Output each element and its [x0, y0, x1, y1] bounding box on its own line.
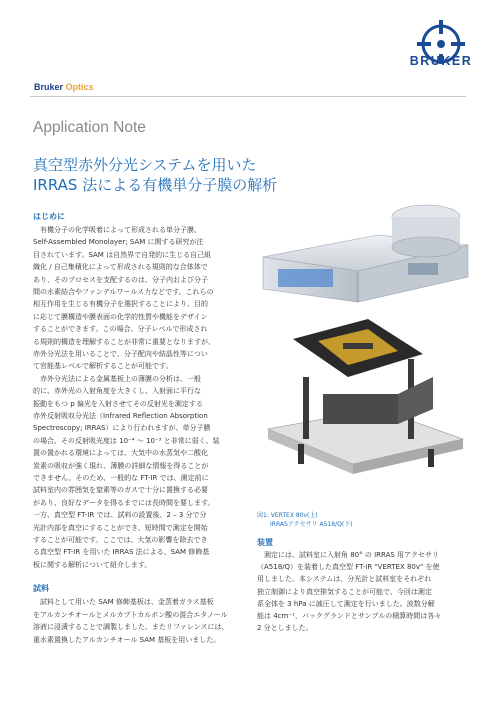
- division-main: Bruker: [34, 82, 64, 92]
- body-line: 重水素置換したアルカンチオール SAM 基板を用いました。: [33, 635, 221, 644]
- body-line: 赤外分光法を用いることで、分子配向や結晶性等につい: [33, 350, 208, 358]
- body-line: することが可能です。ここでは、大気の影響を除去でき: [33, 536, 208, 544]
- body-line: 板に関する解析について紹介します。: [33, 560, 152, 569]
- body-line: 間の水素結合やファンデルワールス力などです。これらの: [33, 288, 214, 296]
- body-line: 能は 4cm⁻¹、バックグランドとサンプルの積算時間は各々: [257, 612, 442, 620]
- body-line: をアルカンチオールとメルカプトカルボン酸の混合エタノール: [33, 610, 228, 619]
- body-line: 炭素の吸収が強く現れ、薄膜の詳細な情報を得ることが: [33, 461, 209, 470]
- body-line: 目されています。SAM は自然界で自発的に生じる自己組: [33, 250, 212, 259]
- body-line: 系全体を 3 hPa に減圧して測定を行いました。波数分解: [257, 599, 435, 608]
- body-line: があり、良好なデータを得るまでには長時間を要します。: [33, 498, 215, 507]
- body-line: 有機分子の化学吸着によって形成される単分子膜、: [33, 226, 201, 234]
- body-line: （A518/Q）を装着した真空型 FT-IR "VERTEX 80v" を使: [257, 563, 440, 572]
- document-title-line-2: IRRAS 法による有機単分子膜の解析: [33, 176, 278, 194]
- body-line: 織化 / 自己集積化によって形成される規則的な合体体で: [33, 263, 208, 272]
- body-line: 試料室内の雰囲気を窒素等のガスで十分に置換する必要: [33, 486, 208, 495]
- body-line: 赤外反射吸収分光法（Infrared Reflection Absorption: [33, 412, 208, 420]
- body-line: 一方、真空型 FT-IR では、試料の設置後、2 – 3 分で分: [33, 511, 207, 520]
- section-heading-apparatus: 装置: [257, 538, 273, 547]
- irras-accessory-photo: [258, 299, 473, 504]
- document-type: Application Note: [33, 119, 146, 136]
- division-accent: Optics: [65, 82, 94, 92]
- figure-caption-line-2: IRRASアクセサリ A518/Q(下): [270, 521, 353, 528]
- body-line: することができます。この場合、分子レベルで形成され: [33, 325, 208, 334]
- division-label: [34, 82, 94, 92]
- body-line: 赤外分光法による金属基板上の薄膜の分析は、一般: [33, 374, 201, 383]
- body-line: 用しました。本システムは、分光計と試料室をそれぞれ: [257, 575, 432, 584]
- header-divider: [30, 96, 466, 97]
- body-line: 相互作用を生じる有機分子を選択することにより、目的: [33, 300, 208, 309]
- body-line: あり、そのプロセスを支配するのは、分子内および分子: [33, 275, 208, 284]
- body-line: Self-Assembled Monolayer; SAM に関する研究が注: [33, 238, 204, 247]
- body-line: て官能基レベルで解析することが可能です。: [33, 362, 173, 371]
- body-line: 的に、赤外光の入射角度を大きくし、入射面に平行な: [33, 387, 201, 396]
- section-heading-intro: はじめに: [33, 212, 65, 221]
- brand-wordmark: BRUKER: [409, 54, 473, 68]
- body-line: Spectroscopy; IRRAS）により行われますが、単分子膜: [33, 424, 211, 433]
- body-line: 溶液に浸漬することで調製しました。またリファレンスには、: [33, 623, 229, 632]
- body-line: の場合、その反射吸光度は 10⁻⁴ 〜 10⁻³ と非常に弱く、装: [33, 436, 220, 445]
- document-title-line-1: 真空型赤外分光システムを用いた: [33, 156, 257, 174]
- body-line: る真空型 FT-IR を用いた IRRAS 法による、SAM 修飾基: [33, 548, 210, 557]
- body-line: できません。そのため、一般的な FT-IR では、測定前に: [33, 474, 209, 482]
- bruker-logo: [406, 18, 476, 80]
- body-line: 振動をもつ p 偏光を入射させてその反射光を測定する: [33, 399, 203, 408]
- section-heading-sample: 試料: [33, 584, 49, 593]
- figure-caption-line-1: 図1: VERTEX 80v(上): [257, 512, 318, 519]
- body-line: に応じて膜構造や膜表面の化学的性質や機能をデザイン: [33, 312, 208, 321]
- body-line: 置の置かれる環境によっては、大気中の水蒸気や二酸化: [33, 449, 208, 458]
- body-line: 独立制御により真空排気することが可能で、今回は測定: [257, 587, 432, 596]
- body-line: 試料として用いた SAM 修飾基板は、金蒸着ガラス基板: [33, 598, 214, 606]
- body-line: 光計内部を真空にすることができ、短時間で測定を開始: [33, 523, 208, 532]
- body-line: 2 分としました。: [257, 624, 313, 633]
- body-line: る規則的構造を理解することが非常に重要となりますが、: [33, 337, 215, 346]
- body-line: 測定には、試料室に入射角 80° の IRRAS 用アクセサリ: [257, 551, 439, 559]
